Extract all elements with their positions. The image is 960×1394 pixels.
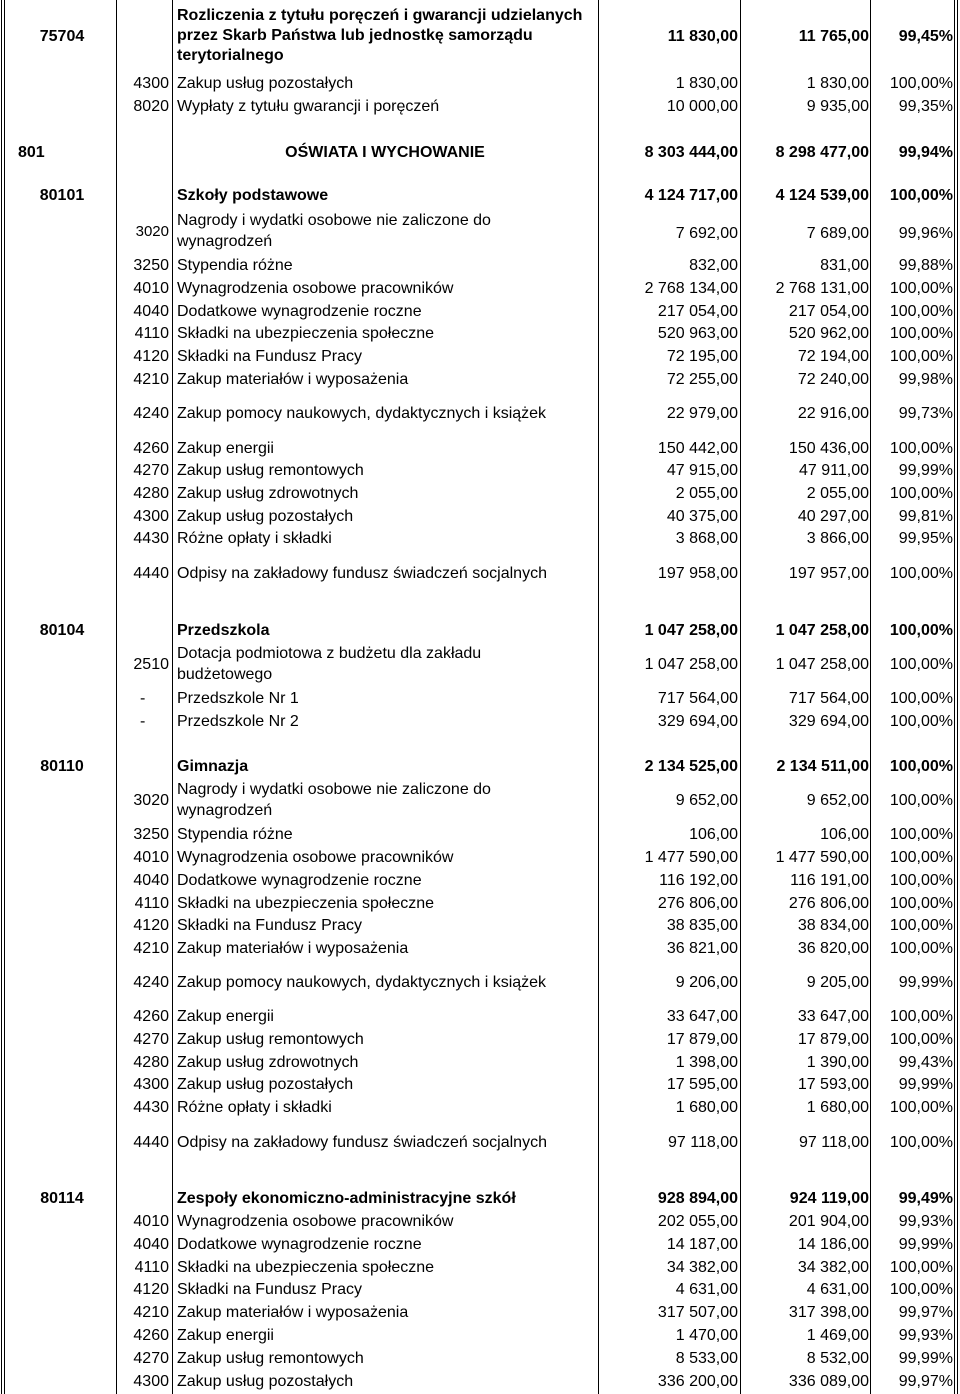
- table-row: [0, 402, 960, 424]
- plan-cell: 520 963,00: [657, 324, 738, 342]
- executed-cell: 106,00: [820, 825, 869, 843]
- percent-cell: 99,94%: [898, 143, 953, 161]
- executed-cell: 116 191,00: [790, 871, 869, 889]
- percent-cell: 99,96%: [898, 224, 953, 242]
- name-cell: Składki na Fundusz Pracy: [177, 1280, 362, 1298]
- plan-cell: 4 124 717,00: [644, 186, 738, 204]
- table-row: [0, 1073, 960, 1095]
- percent-cell: 100,00%: [889, 74, 953, 92]
- plan-cell: 17 879,00: [666, 1030, 738, 1048]
- table-row: [0, 892, 960, 914]
- plan-cell: 2 055,00: [675, 484, 738, 502]
- name-cell: Zakup usług pozostałych: [177, 74, 354, 92]
- plan-cell: 717 564,00: [657, 689, 738, 707]
- executed-cell: 72 194,00: [797, 347, 869, 365]
- percent-cell: 99,97%: [898, 1372, 953, 1390]
- plan-cell: 38 835,00: [666, 916, 738, 934]
- name-cell: Wypłaty z tytułu gwarancji i poręczeń: [177, 97, 440, 115]
- executed-cell: 9 205,00: [806, 973, 869, 991]
- percent-cell: 100,00%: [889, 1258, 953, 1276]
- table-row: [0, 1187, 960, 1209]
- plan-cell: 9 206,00: [675, 973, 738, 991]
- executed-cell: 4 124 539,00: [775, 186, 869, 204]
- name-cell: Odpisy na zakładowy fundusz świadczeń socjalnych: [177, 1133, 547, 1151]
- name-cell: Zakup usług pozostałych: [177, 1075, 354, 1093]
- plan-cell: 317 507,00: [657, 1303, 738, 1321]
- plan-cell: 1 477 590,00: [644, 848, 738, 866]
- paragraph-cell: 4280: [133, 1053, 169, 1071]
- name-cell: Nagrody i wydatki osobowe nie zaliczone do wynagrodzeń: [177, 212, 491, 250]
- percent-cell: 99,43%: [898, 1053, 953, 1071]
- paragraph-cell: -: [140, 712, 146, 730]
- paragraph-cell: 4440: [133, 1133, 169, 1151]
- executed-cell: 17 593,00: [797, 1075, 869, 1093]
- name-cell: Zakup energii: [177, 439, 274, 457]
- name-cell: Zakup materiałów i wyposażenia: [177, 939, 409, 957]
- paragraph-cell: 4120: [133, 916, 169, 934]
- executed-cell: 72 240,00: [797, 370, 869, 388]
- table-row: [0, 1131, 960, 1153]
- plan-cell: 8 533,00: [675, 1349, 738, 1367]
- table-row: [0, 322, 960, 344]
- name-cell: Zakup materiałów i wyposażenia: [177, 1303, 409, 1321]
- table-row: [0, 778, 960, 822]
- plan-cell: 1 830,00: [675, 74, 738, 92]
- plan-cell: 1 470,00: [675, 1326, 738, 1344]
- paragraph-cell: 4270: [133, 461, 169, 479]
- table-row: [0, 619, 960, 641]
- name-cell: Zespoły ekonomiczno-administracyjne szkół: [177, 1189, 516, 1207]
- percent-cell: 100,00%: [889, 848, 953, 866]
- plan-cell: 217 054,00: [657, 302, 738, 320]
- table-row: [0, 755, 960, 777]
- executed-cell: 217 054,00: [788, 302, 869, 320]
- executed-cell: 14 186,00: [797, 1235, 869, 1253]
- name-cell: Zakup usług zdrowotnych: [177, 1053, 359, 1071]
- executed-cell: 197 957,00: [788, 564, 869, 582]
- name-cell: Dodatkowe wynagrodzenie roczne: [177, 871, 422, 889]
- executed-cell: 276 806,00: [788, 894, 869, 912]
- table-row: [0, 971, 960, 993]
- executed-cell: 7 689,00: [806, 224, 869, 242]
- paragraph-cell: 4010: [133, 279, 169, 297]
- plan-cell: 150 442,00: [657, 439, 738, 457]
- name-cell: Zakup usług zdrowotnych: [177, 484, 359, 502]
- percent-cell: 100,00%: [889, 1030, 953, 1048]
- table-row: [0, 1005, 960, 1027]
- percent-cell: 99,99%: [898, 1235, 953, 1253]
- executed-cell: 1 047 258,00: [775, 655, 869, 673]
- executed-cell: 2 055,00: [806, 484, 869, 502]
- paragraph-cell: 4040: [133, 871, 169, 889]
- percent-cell: 100,00%: [889, 186, 953, 204]
- paragraph-cell: 4110: [134, 894, 169, 912]
- plan-cell: 34 382,00: [666, 1258, 738, 1276]
- paragraph-cell: 4430: [133, 1098, 169, 1116]
- name-cell: Wynagrodzenia osobowe pracowników: [177, 1212, 454, 1230]
- name-cell: Składki na ubezpieczenia społeczne: [177, 1258, 435, 1276]
- paragraph-cell: 4110: [134, 324, 169, 342]
- executed-cell: 9 935,00: [806, 97, 869, 115]
- dzial-cell: 80114: [40, 1189, 84, 1207]
- percent-cell: 100,00%: [889, 1133, 953, 1151]
- dzial-cell: 80110: [40, 757, 84, 775]
- executed-cell: 38 834,00: [797, 916, 869, 934]
- name-cell: Rozliczenia z tytułu poręczeń i gwarancji udzielanych przez Skarb Państwa lub jednostkę samorządu terytorialnego: [177, 7, 583, 64]
- percent-cell: 99,93%: [898, 1326, 953, 1344]
- name-cell: Różne opłaty i składki: [177, 529, 332, 547]
- executed-cell: 329 694,00: [788, 712, 869, 730]
- table-row: [0, 184, 960, 206]
- paragraph-cell: 4040: [133, 1235, 169, 1253]
- table-row: [0, 869, 960, 891]
- name-cell: Zakup usług remontowych: [177, 461, 364, 479]
- table-row: [0, 505, 960, 527]
- paragraph-cell: 4210: [133, 370, 169, 388]
- plan-cell: 2 134 525,00: [644, 757, 738, 775]
- executed-cell: 520 962,00: [788, 324, 869, 342]
- paragraph-cell: 4010: [133, 848, 169, 866]
- name-cell: OŚWIATA I WYCHOWANIE: [285, 143, 485, 161]
- executed-cell: 317 398,00: [788, 1303, 869, 1321]
- plan-cell: 9 652,00: [675, 791, 738, 809]
- dzial-cell: 80101: [39, 186, 85, 204]
- paragraph-cell: 4240: [133, 404, 169, 422]
- dzial-cell: 80104: [39, 621, 85, 639]
- paragraph-cell: 2510: [133, 655, 169, 673]
- name-cell: Wynagrodzenia osobowe pracowników: [177, 279, 454, 297]
- table-row: [0, 687, 960, 709]
- table-row: [0, 459, 960, 481]
- plan-cell: 22 979,00: [666, 404, 738, 422]
- percent-cell: 99,35%: [898, 97, 953, 115]
- paragraph-cell: 4300: [133, 1372, 169, 1390]
- name-cell: Przedszkole Nr 1: [177, 689, 299, 707]
- percent-cell: 99,49%: [898, 1189, 953, 1207]
- plan-cell: 3 868,00: [675, 529, 738, 547]
- name-cell: Różne opłaty i składki: [177, 1098, 332, 1116]
- table-row: [0, 3, 960, 69]
- plan-cell: 106,00: [689, 825, 738, 843]
- table-row: [0, 937, 960, 959]
- plan-cell: 97 118,00: [668, 1133, 738, 1151]
- paragraph-cell: 4300: [133, 1075, 169, 1093]
- table-row: [0, 1370, 960, 1392]
- plan-cell: 10 000,00: [666, 97, 738, 115]
- name-cell: Składki na ubezpieczenia społeczne: [177, 324, 435, 342]
- table-row: [0, 527, 960, 549]
- plan-cell: 202 055,00: [657, 1212, 738, 1230]
- paragraph-cell: 4240: [133, 973, 169, 991]
- table-row: [0, 1324, 960, 1346]
- paragraph-cell: 4110: [134, 1258, 169, 1276]
- plan-cell: 832,00: [689, 256, 738, 274]
- executed-cell: 2 768 131,00: [775, 279, 869, 297]
- paragraph-cell: 4120: [133, 347, 169, 365]
- percent-cell: 100,00%: [889, 621, 953, 639]
- executed-cell: 36 820,00: [797, 939, 869, 957]
- percent-cell: 100,00%: [889, 791, 953, 809]
- name-cell: Przedszkole Nr 2: [177, 712, 299, 730]
- percent-cell: 99,88%: [898, 256, 953, 274]
- name-cell: Składki na Fundusz Pracy: [177, 347, 362, 365]
- executed-cell: 1 047 258,00: [775, 621, 869, 639]
- table-row: [0, 1278, 960, 1300]
- percent-cell: 99,98%: [898, 370, 953, 388]
- percent-cell: 100,00%: [889, 564, 953, 582]
- plan-cell: 7 692,00: [675, 224, 738, 242]
- percent-cell: 100,00%: [889, 347, 953, 365]
- percent-cell: 100,00%: [889, 1280, 953, 1298]
- plan-cell: 1 047 258,00: [644, 621, 738, 639]
- name-cell: Dodatkowe wynagrodzenie roczne: [177, 302, 422, 320]
- plan-cell: 14 187,00: [666, 1235, 738, 1253]
- plan-cell: 276 806,00: [657, 894, 738, 912]
- table-row: [0, 846, 960, 868]
- table-row: [0, 345, 960, 367]
- percent-cell: 100,00%: [889, 757, 953, 775]
- percent-cell: 100,00%: [889, 871, 953, 889]
- name-cell: Zakup pomocy naukowych, dydaktycznych i książek: [177, 404, 547, 422]
- executed-cell: 1 469,00: [806, 1326, 869, 1344]
- plan-cell: 40 375,00: [666, 507, 738, 525]
- executed-cell: 717 564,00: [788, 689, 869, 707]
- percent-cell: 99,73%: [898, 404, 953, 422]
- table-row: [0, 1028, 960, 1050]
- plan-cell: 197 958,00: [657, 564, 738, 582]
- table-row: [0, 95, 960, 117]
- executed-cell: 1 680,00: [806, 1098, 869, 1116]
- percent-cell: 100,00%: [889, 279, 953, 297]
- plan-cell: 33 647,00: [666, 1007, 738, 1025]
- percent-cell: 99,81%: [898, 507, 953, 525]
- name-cell: Zakup usług remontowych: [177, 1349, 364, 1367]
- table-row: [0, 710, 960, 732]
- percent-cell: 99,99%: [898, 973, 953, 991]
- executed-cell: 47 911,00: [799, 461, 869, 479]
- executed-cell: 150 436,00: [788, 439, 869, 457]
- plan-cell: 8 303 444,00: [644, 143, 738, 161]
- table-row: [0, 1096, 960, 1118]
- executed-cell: 97 118,00: [799, 1133, 869, 1151]
- paragraph-cell: 4260: [133, 439, 169, 457]
- executed-cell: 40 297,00: [797, 507, 869, 525]
- percent-cell: 99,97%: [898, 1303, 953, 1321]
- executed-cell: 201 904,00: [788, 1212, 869, 1230]
- table-row: [0, 209, 960, 253]
- executed-cell: 831,00: [820, 256, 869, 274]
- plan-cell: 116 192,00: [659, 871, 738, 889]
- executed-cell: 33 647,00: [797, 1007, 869, 1025]
- table-row: [0, 437, 960, 459]
- paragraph-cell: 4430: [133, 529, 169, 547]
- table-row: [0, 72, 960, 94]
- table-row: [0, 254, 960, 276]
- executed-cell: 1 390,00: [806, 1053, 869, 1071]
- name-cell: Wynagrodzenia osobowe pracowników: [177, 848, 454, 866]
- executed-cell: 22 916,00: [797, 404, 869, 422]
- plan-cell: 1 398,00: [675, 1053, 738, 1071]
- executed-cell: 17 879,00: [797, 1030, 869, 1048]
- paragraph-cell: 4300: [133, 507, 169, 525]
- plan-cell: 17 595,00: [666, 1075, 738, 1093]
- percent-cell: 100,00%: [889, 302, 953, 320]
- executed-cell: 8 532,00: [806, 1349, 869, 1367]
- table-row: [0, 562, 960, 584]
- plan-cell: 36 821,00: [666, 939, 738, 957]
- percent-cell: 100,00%: [889, 894, 953, 912]
- table-row: [0, 823, 960, 845]
- percent-cell: 99,99%: [898, 1075, 953, 1093]
- paragraph-cell: 4260: [133, 1007, 169, 1025]
- name-cell: Stypendia różne: [177, 256, 293, 274]
- dzial-cell: 801: [18, 143, 45, 161]
- percent-cell: 99,95%: [898, 529, 953, 547]
- executed-cell: 11 765,00: [798, 27, 869, 45]
- table-row: [0, 368, 960, 390]
- table-row: [0, 1256, 960, 1278]
- percent-cell: 100,00%: [889, 439, 953, 457]
- plan-cell: 928 894,00: [657, 1189, 738, 1207]
- name-cell: Zakup energii: [177, 1326, 274, 1344]
- percent-cell: 99,99%: [898, 461, 953, 479]
- percent-cell: 100,00%: [889, 825, 953, 843]
- table-row: [0, 482, 960, 504]
- name-cell: Stypendia różne: [177, 825, 293, 843]
- percent-cell: 100,00%: [889, 939, 953, 957]
- plan-cell: 72 255,00: [666, 370, 738, 388]
- table-row: [0, 140, 960, 164]
- plan-cell: 4 631,00: [675, 1280, 738, 1298]
- paragraph-cell: 3020: [133, 791, 169, 809]
- plan-cell: 1 680,00: [675, 1098, 738, 1116]
- paragraph-cell: -: [140, 689, 146, 707]
- percent-cell: 99,99%: [898, 1349, 953, 1367]
- name-cell: Zakup energii: [177, 1007, 274, 1025]
- table-row: [0, 277, 960, 299]
- paragraph-cell: 4280: [133, 484, 169, 502]
- paragraph-cell: 4120: [133, 1280, 169, 1298]
- paragraph-cell: 3250: [133, 825, 169, 843]
- executed-cell: 34 382,00: [797, 1258, 869, 1276]
- percent-cell: 100,00%: [889, 484, 953, 502]
- executed-cell: 1 830,00: [806, 74, 869, 92]
- table-row: [0, 642, 960, 686]
- name-cell: Odpisy na zakładowy fundusz świadczeń socjalnych: [177, 564, 547, 582]
- table-row: [0, 914, 960, 936]
- paragraph-cell: 4260: [133, 1326, 169, 1344]
- executed-cell: 8 298 477,00: [775, 143, 869, 161]
- paragraph-cell: 4010: [133, 1212, 169, 1230]
- executed-cell: 4 631,00: [806, 1280, 869, 1298]
- paragraph-cell: 4210: [133, 1303, 169, 1321]
- plan-cell: 329 694,00: [657, 712, 738, 730]
- plan-cell: 336 200,00: [657, 1372, 738, 1390]
- percent-cell: 100,00%: [889, 916, 953, 934]
- name-cell: Dotacja podmiotowa z budżetu dla zakładu budżetowego: [177, 645, 482, 683]
- name-cell: Dodatkowe wynagrodzenie roczne: [177, 1235, 422, 1253]
- dzial-cell: 75704: [39, 27, 85, 45]
- percent-cell: 100,00%: [889, 655, 953, 673]
- plan-cell: 11 830,00: [667, 27, 738, 45]
- name-cell: Zakup usług pozostałych: [177, 507, 354, 525]
- paragraph-cell: 4300: [133, 74, 169, 92]
- name-cell: Nagrody i wydatki osobowe nie zaliczone do wynagrodzeń: [177, 781, 491, 819]
- table-row: [0, 1051, 960, 1073]
- plan-cell: 47 915,00: [666, 461, 738, 479]
- plan-cell: 1 047 258,00: [644, 655, 738, 673]
- executed-cell: 924 119,00: [789, 1189, 869, 1207]
- executed-cell: 3 866,00: [806, 529, 869, 547]
- paragraph-cell: 4440: [133, 564, 169, 582]
- executed-cell: 2 134 511,00: [776, 757, 869, 775]
- paragraph-cell: 4270: [133, 1349, 169, 1367]
- paragraph-cell: 4040: [133, 302, 169, 320]
- table-row: [0, 1347, 960, 1369]
- paragraph-cell: 4270: [133, 1030, 169, 1048]
- table-row: [0, 1233, 960, 1255]
- name-cell: Szkoły podstawowe: [177, 186, 329, 204]
- table-row: [0, 1210, 960, 1232]
- paragraph-cell: 4210: [133, 939, 169, 957]
- name-cell: Zakup usług remontowych: [177, 1030, 364, 1048]
- name-cell: Gimnazja: [177, 757, 249, 775]
- percent-cell: 100,00%: [889, 1098, 953, 1116]
- table-row: [0, 300, 960, 322]
- paragraph-cell: 3250: [133, 256, 169, 274]
- percent-cell: 99,45%: [898, 27, 953, 45]
- name-cell: Zakup pomocy naukowych, dydaktycznych i książek: [177, 973, 547, 991]
- executed-cell: 9 652,00: [806, 791, 869, 809]
- percent-cell: 100,00%: [889, 1007, 953, 1025]
- plan-cell: 72 195,00: [666, 347, 738, 365]
- name-cell: Zakup usług pozostałych: [177, 1372, 354, 1390]
- plan-cell: 2 768 134,00: [644, 279, 738, 297]
- name-cell: Składki na Fundusz Pracy: [177, 916, 362, 934]
- percent-cell: 100,00%: [889, 712, 953, 730]
- executed-cell: 1 477 590,00: [775, 848, 869, 866]
- paragraph-cell: 8020: [133, 97, 169, 115]
- name-cell: Składki na ubezpieczenia społeczne: [177, 894, 435, 912]
- percent-cell: 100,00%: [889, 689, 953, 707]
- name-cell: Przedszkola: [177, 621, 270, 639]
- percent-cell: 99,93%: [898, 1212, 953, 1230]
- table-row: [0, 1301, 960, 1323]
- paragraph-cell: 3020: [135, 222, 169, 240]
- percent-cell: 100,00%: [889, 324, 953, 342]
- executed-cell: 336 089,00: [788, 1372, 869, 1390]
- name-cell: Zakup materiałów i wyposażenia: [177, 370, 409, 388]
